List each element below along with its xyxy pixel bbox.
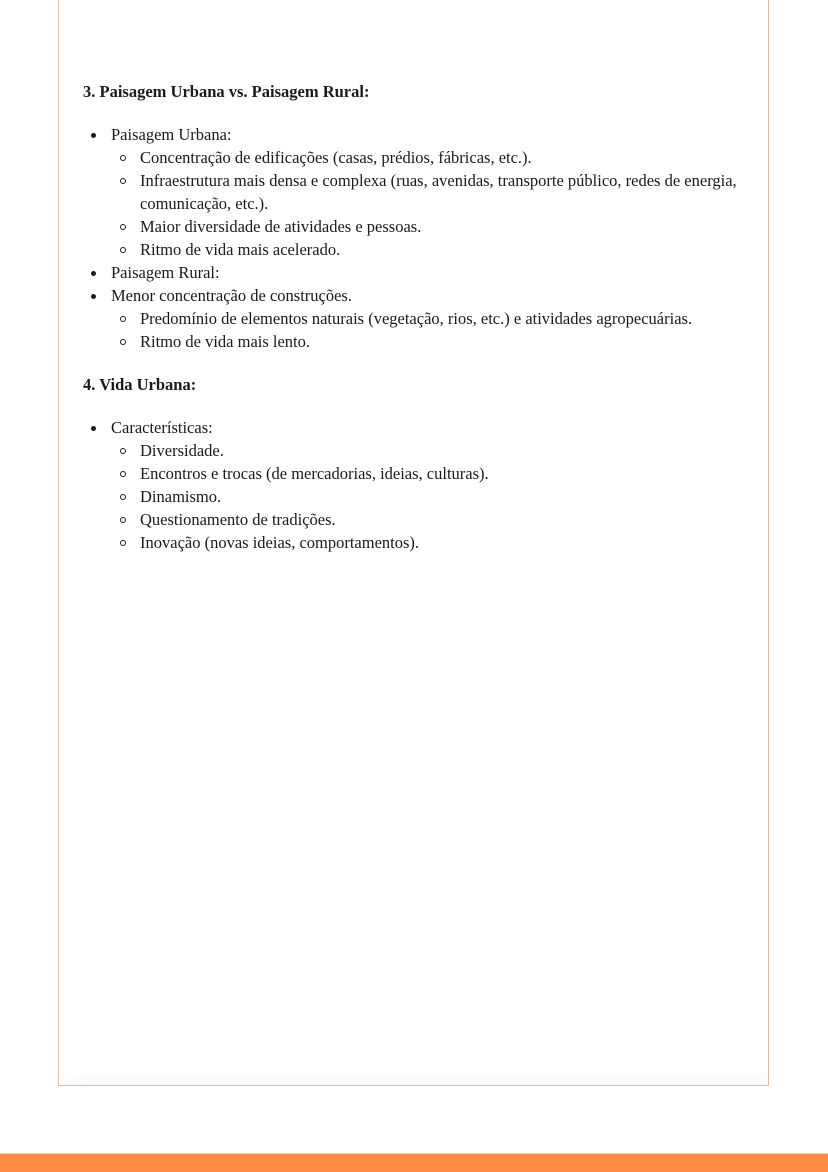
circle-bullet-icon <box>120 339 126 345</box>
circle-bullet-icon <box>120 178 126 184</box>
document-content <box>83 80 743 574</box>
sub-list-item-text: Predomínio de elementos naturais (vegetação, rios, etc.) e atividades agropecuárias. <box>140 309 693 328</box>
footer-accent-bar <box>0 1153 828 1172</box>
bullet-list <box>83 123 743 353</box>
circle-bullet-icon <box>120 494 126 500</box>
disc-bullet-icon <box>91 133 96 138</box>
list-item <box>83 416 743 554</box>
sub-list-item <box>111 439 743 462</box>
sub-list-item-text: Ritmo de vida mais acelerado. <box>140 240 341 259</box>
sub-list-item <box>111 146 743 169</box>
circle-bullet-icon <box>120 448 126 454</box>
list-item-text: Paisagem Urbana: <box>111 125 232 144</box>
bullet-list <box>83 416 743 554</box>
sub-bullet-list <box>111 307 743 353</box>
circle-bullet-icon <box>120 155 126 161</box>
list-item-text: Características: <box>111 418 213 437</box>
list-item <box>83 284 743 353</box>
section-heading: 3. Paisagem Urbana vs. Paisagem Rural: <box>83 82 370 101</box>
sub-list-item <box>111 508 743 531</box>
circle-bullet-icon <box>120 316 126 322</box>
sub-list-item-text: Inovação (novas ideias, comportamentos). <box>140 533 420 552</box>
list-item-text: Menor concentração de construções. <box>111 286 352 305</box>
section-heading: 4. Vida Urbana: <box>83 375 197 394</box>
section-paisagem <box>83 80 743 353</box>
circle-bullet-icon <box>120 247 126 253</box>
sub-list-item <box>111 238 743 261</box>
sub-list-item <box>111 215 743 238</box>
sub-list-item-text: Infraestrutura mais densa e complexa (ruas, avenidas, transporte público, redes de energia, comunicação, etc.). <box>140 171 737 213</box>
circle-bullet-icon <box>120 540 126 546</box>
sub-list-item-text: Questionamento de tradições. <box>140 510 336 529</box>
sub-list-item-text: Ritmo de vida mais lento. <box>140 332 311 351</box>
sub-list-item <box>111 531 743 554</box>
circle-bullet-icon <box>120 224 126 230</box>
list-item <box>83 123 743 261</box>
sub-list-item <box>111 330 743 353</box>
disc-bullet-icon <box>91 426 96 431</box>
sub-list-item-text: Maior diversidade de atividades e pessoas. <box>140 217 422 236</box>
sub-list-item-text: Diversidade. <box>140 441 224 460</box>
sub-list-item <box>111 462 743 485</box>
circle-bullet-icon <box>120 471 126 477</box>
list-item-text: Paisagem Rural: <box>111 263 220 282</box>
sub-list-item <box>111 307 743 330</box>
circle-bullet-icon <box>120 517 126 523</box>
sub-list-item <box>111 169 743 215</box>
section-vida-urbana <box>83 373 743 554</box>
sub-list-item-text: Dinamismo. <box>140 487 222 506</box>
sub-bullet-list <box>111 439 743 554</box>
disc-bullet-icon <box>91 294 96 299</box>
disc-bullet-icon <box>91 271 96 276</box>
sub-list-item-text: Concentração de edificações (casas, prédios, fábricas, etc.). <box>140 148 532 167</box>
sub-list-item-text: Encontros e trocas (de mercadorias, ideias, culturas). <box>140 464 489 483</box>
list-item <box>83 261 743 284</box>
sub-list-item <box>111 485 743 508</box>
sub-bullet-list <box>111 146 743 261</box>
